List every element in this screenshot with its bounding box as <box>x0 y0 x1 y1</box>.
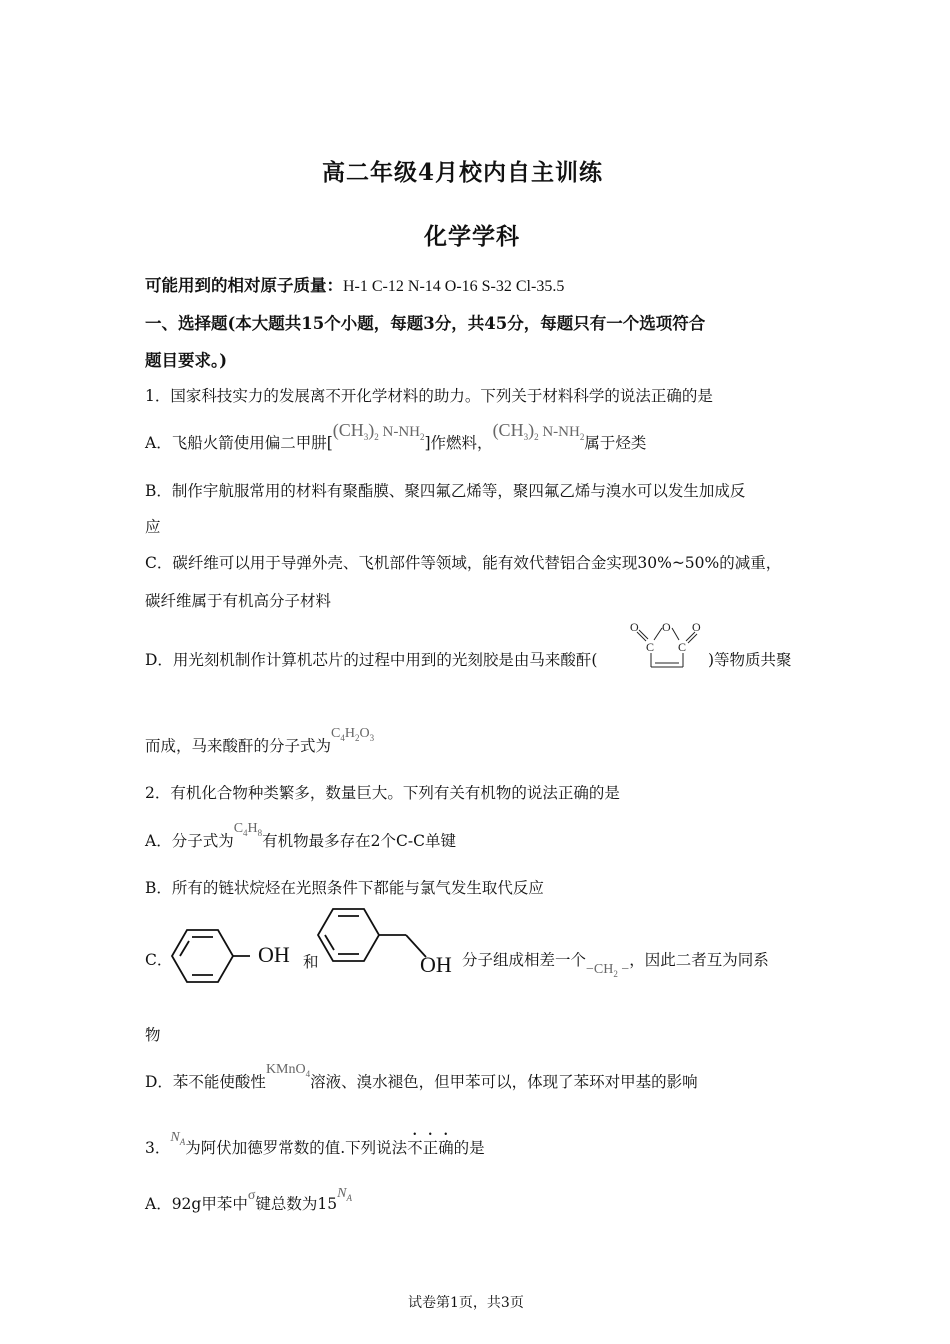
formula-ch2: $-CH_2$ − <box>586 962 630 979</box>
q3-option-a: A．92g甲苯中σ键总数为$15N_A$ <box>145 1186 352 1213</box>
anhydride-o-mid: O <box>662 620 671 634</box>
atomic-masses-label: 可能用到的相对原子质量： <box>145 276 343 295</box>
q2-stem: 2．有机化合物种类繁多，数量巨大。下列有关有机物的说法正确的是 <box>145 784 620 802</box>
exam-title: 高二年级4月校内自主训练 <box>322 159 604 186</box>
formula-c4h2o3: $C_4H_2O_3$ <box>331 726 375 743</box>
q1-a-text1: A．飞船火箭使用偏二甲肼[ <box>145 434 333 452</box>
q1-a-text2: ]作燃料， <box>424 434 493 452</box>
q1-a-text3: 属于烃类 <box>584 434 647 452</box>
section-heading-line2: 题目要求。) <box>145 351 228 370</box>
q3-emphasis: 不正确 <box>407 1139 454 1157</box>
anhydride-c-right: C <box>678 640 687 654</box>
q2-option-d: D．苯不能使酸性KMnO$_4$溶液、溴水褪色，但甲苯可以，体现了苯环对甲基的影响 <box>145 1062 698 1091</box>
q2-option-b: B．所有的链状烷烃在光照条件下都能与氯气发生取代反应 <box>145 879 544 897</box>
phenol-oh: OH <box>258 942 290 967</box>
q1-option-d-text1: D．用光刻机制作计算机芯片的过程中用到的光刻胶是由马来酸酐( <box>145 651 598 669</box>
atomic-masses-values: H-1 C-12 N-14 O-16 S-32 Cl-35.5 <box>343 278 565 295</box>
q1-option-c-line2: 碳纤维属于有机高分子材料 <box>145 592 332 610</box>
q2-option-c-text: 分子组成相差一个$-CH_2$ −，因此二者互为同系 <box>462 951 769 979</box>
q1-option-b-line2: 应 <box>145 518 161 536</box>
formula-c4h8: $C_4H_8$ <box>233 821 263 838</box>
q1-option-a <box>145 420 647 454</box>
anhydride-o-left: O <box>630 620 639 634</box>
q2-option-a: A．分子式为$C_4H_8$有机物最多存在2个C-C单键 <box>145 821 456 850</box>
anhydride-o-right: O <box>692 620 701 634</box>
subject-title: 化学学科 <box>424 223 520 250</box>
q2-option-c-label: C． <box>145 951 173 969</box>
phenol-ring-structure <box>172 927 242 987</box>
formula-dimethylhydrazine: $(CH_3)_2$ $N-NH_2$ <box>332 420 425 442</box>
sigma-symbol: σ <box>247 1188 256 1203</box>
q1-option-d-line2: 而成，马来酸酐的分子式为$C_4H_2O_3$ <box>145 726 375 755</box>
benzyl-alcohol-oh: OH <box>420 952 452 977</box>
page-footer: 试卷第1页，共3页 <box>408 1295 524 1311</box>
q1-option-c-line1: C．碳纤维可以用于导弹外壳、飞机部件等领域，能有效代替铝合金实现30%~50%的减重， <box>145 554 782 572</box>
q1-stem: 1．国家科技实力的发展离不开化学材料的助力。下列关于材料科学的说法正确的是 <box>145 387 713 405</box>
atomic-masses <box>145 272 564 296</box>
q3-stem: 3．$N_A$为阿伏加德罗常数的值.下列说法不正确的是 <box>145 1130 485 1157</box>
formula-na-2: $N_A$ <box>337 1186 352 1203</box>
maleic-anhydride-structure <box>628 617 708 677</box>
formula-na: $N_A$ <box>170 1130 186 1147</box>
formula-kmno4: KMnO$_4$ <box>265 1062 311 1079</box>
q2-option-c-line2: 物 <box>145 1026 161 1044</box>
formula-dimethylhydrazine-2: $(CH_3)_2$ $N-NH_2$ <box>492 420 585 442</box>
anhydride-c-left: C <box>646 640 655 654</box>
q2-c-and: 和 <box>303 953 319 971</box>
q1-option-d-text2: )等物质共聚 <box>708 651 792 669</box>
q1-option-b-line1: B．制作宇航服常用的材料有聚酯膜、聚四氟乙烯等，聚四氟乙烯与溴水可以发生加成反 <box>145 482 746 500</box>
section-heading-line1: 一、选择题(本大题共15个小题，每题3分，共45分，每题只有一个选项符合 <box>145 314 706 333</box>
